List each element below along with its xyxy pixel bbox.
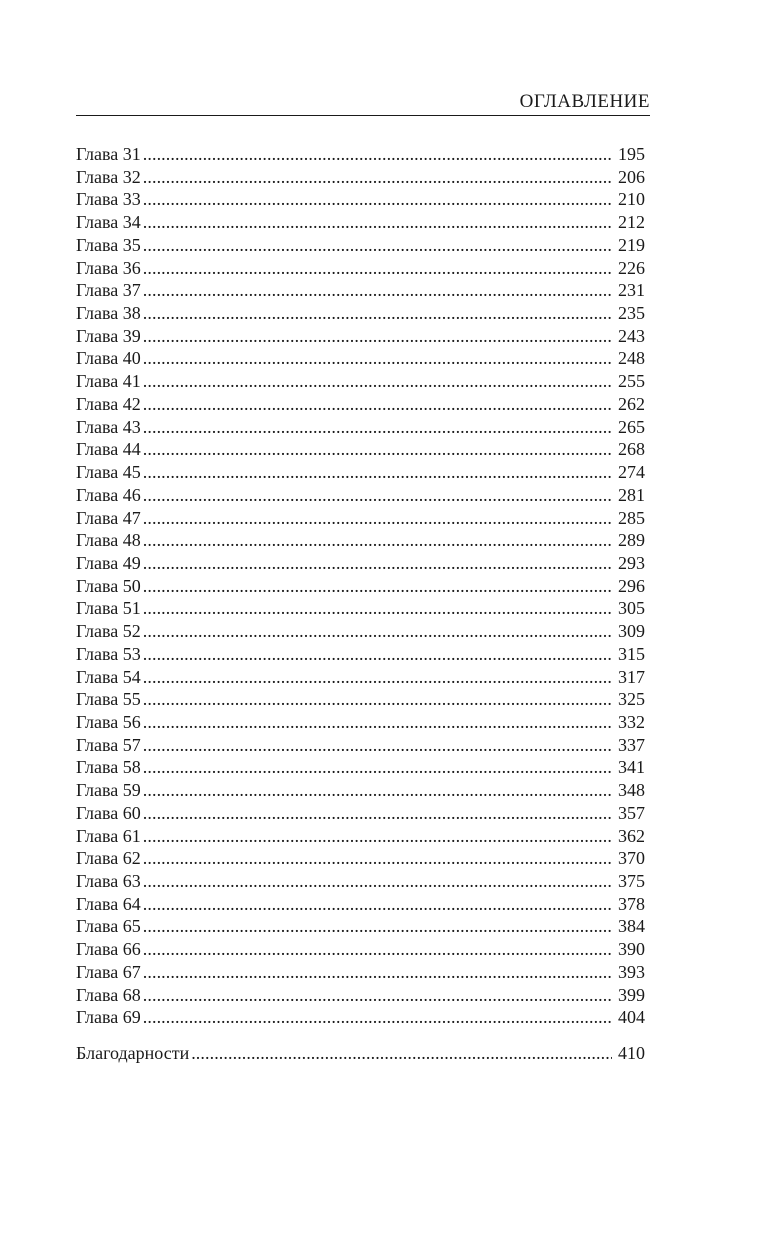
dot-leader (143, 961, 612, 984)
toc-entry-label: Глава 43 (76, 416, 141, 437)
toc-entry-page: 195 (618, 144, 645, 164)
dot-leader (143, 597, 612, 620)
toc-entry[interactable] (76, 438, 645, 461)
toc-entry-page: 357 (618, 802, 645, 823)
toc-entry[interactable] (76, 347, 645, 370)
toc-entry[interactable] (76, 188, 645, 211)
dot-leader (143, 461, 612, 484)
dot-leader (143, 325, 612, 348)
toc-entry-page: 370 (618, 848, 645, 869)
dot-leader (143, 234, 612, 257)
dot-leader (143, 166, 612, 189)
toc-entry-label: Глава 54 (76, 666, 141, 687)
toc-entry[interactable] (76, 529, 645, 552)
table-of-contents (76, 143, 645, 1029)
toc-entry[interactable] (76, 461, 645, 484)
toc-entry-label: Глава 46 (76, 484, 141, 505)
toc-entry[interactable] (76, 597, 645, 620)
toc-entry-label: Глава 55 (76, 689, 141, 710)
toc-entry-label: Глава 63 (76, 871, 141, 891)
toc-entry-label: Глава 65 (76, 916, 141, 937)
dot-leader (143, 143, 612, 166)
toc-entry[interactable] (76, 279, 645, 302)
toc-entry-page: 235 (618, 303, 645, 324)
toc-entry-label: Глава 62 (76, 848, 141, 869)
toc-entry[interactable] (76, 393, 645, 416)
toc-entry-page: 410 (618, 1043, 645, 1063)
toc-entry-label: Глава 53 (76, 643, 141, 664)
toc-entry[interactable] (76, 938, 645, 961)
toc-entry-page: 248 (618, 348, 645, 369)
dot-leader (143, 211, 612, 234)
toc-entry[interactable] (76, 870, 645, 893)
toc-entry[interactable] (76, 893, 645, 916)
dot-leader (143, 416, 612, 439)
toc-entry[interactable] (76, 211, 645, 234)
dot-leader (143, 779, 612, 802)
running-head: ОГЛАВЛЕНИЕ (519, 91, 650, 112)
toc-entry[interactable] (76, 325, 645, 348)
toc-entry-page: 231 (618, 280, 645, 301)
toc-entry[interactable] (76, 1006, 645, 1029)
toc-entry-label: Глава 34 (76, 212, 141, 233)
toc-entry[interactable] (76, 825, 645, 848)
toc-entry-page: 274 (618, 462, 645, 483)
toc-entry-label: Глава 57 (76, 734, 141, 755)
toc-entry[interactable] (76, 734, 645, 757)
toc-entry-page: 341 (618, 757, 645, 778)
toc-entry-page: 212 (618, 212, 645, 233)
toc-entry-label: Глава 40 (76, 348, 141, 369)
toc-entry[interactable] (76, 643, 645, 666)
toc-entry-label: Глава 35 (76, 234, 141, 255)
dot-leader (143, 279, 612, 302)
toc-entry-page: 289 (618, 530, 645, 551)
toc-entry-page: 362 (618, 825, 645, 846)
toc-entry-label: Глава 42 (76, 393, 141, 414)
dot-leader (143, 302, 612, 325)
toc-entry-page: 255 (618, 371, 645, 392)
toc-entry-label: Глава 59 (76, 780, 141, 801)
toc-entry-label: Глава 56 (76, 711, 141, 732)
toc-entry-label: Глава 51 (76, 598, 141, 619)
dot-leader (143, 438, 612, 461)
toc-entry-page: 243 (618, 325, 645, 346)
toc-entry[interactable] (76, 915, 645, 938)
toc-entry-label: Глава 33 (76, 189, 141, 210)
dot-leader (143, 711, 612, 734)
toc-entry-page: 325 (618, 689, 645, 710)
header-rule (76, 115, 650, 116)
toc-entry[interactable] (76, 416, 645, 439)
toc-entry[interactable] (76, 484, 645, 507)
toc-entry-page: 399 (618, 984, 645, 1005)
toc-entry[interactable] (76, 779, 645, 802)
toc-entry-label: Глава 68 (76, 984, 141, 1005)
toc-entry-page: 315 (618, 643, 645, 664)
toc-entry[interactable] (76, 756, 645, 779)
toc-entry-label: Глава 50 (76, 575, 141, 596)
toc-entry-page: 375 (618, 871, 645, 891)
toc-entry-label: Глава 45 (76, 462, 141, 483)
dot-leader (143, 529, 612, 552)
toc-entry[interactable] (76, 370, 645, 393)
toc-entry-page: 219 (618, 234, 645, 255)
acknowledgements-section (76, 1042, 645, 1065)
toc-entry-label: Глава 67 (76, 961, 141, 982)
toc-entry-page: 309 (618, 621, 645, 642)
toc-entry-page: 348 (618, 780, 645, 801)
toc-entry[interactable] (76, 802, 645, 825)
toc-entry[interactable] (76, 984, 645, 1007)
toc-entry[interactable] (76, 143, 645, 166)
dot-leader (143, 734, 612, 757)
dot-leader (143, 825, 612, 848)
toc-entry-page: 206 (618, 166, 645, 187)
dot-leader (143, 507, 612, 530)
toc-entry-page: 384 (618, 916, 645, 937)
toc-entry-page: 296 (618, 575, 645, 596)
dot-leader (143, 870, 612, 893)
toc-entry[interactable] (76, 575, 645, 598)
toc-entry-page: 265 (618, 416, 645, 437)
toc-entry-label: Глава 52 (76, 621, 141, 642)
toc-entry-label: Глава 38 (76, 303, 141, 324)
toc-entry-label: Глава 48 (76, 530, 141, 551)
dot-leader (143, 552, 612, 575)
dot-leader (143, 688, 612, 711)
toc-entry-label: Глава 58 (76, 757, 141, 778)
toc-entry-label: Глава 36 (76, 257, 141, 278)
toc-entry-page: 226 (618, 257, 645, 278)
toc-entry-page: 262 (618, 393, 645, 414)
toc-entry-label: Глава 31 (76, 144, 141, 164)
toc-entry-page: 378 (618, 893, 645, 914)
toc-entry-label: Глава 37 (76, 280, 141, 301)
toc-entry[interactable] (76, 666, 645, 689)
toc-entry[interactable] (76, 961, 645, 984)
toc-entry-page: 404 (618, 1007, 645, 1028)
dot-leader (143, 347, 612, 370)
dot-leader (143, 575, 612, 598)
toc-entry-acknowledgements[interactable] (76, 1042, 645, 1065)
toc-entry[interactable] (76, 620, 645, 643)
toc-entry-page: 332 (618, 711, 645, 732)
toc-entry[interactable] (76, 711, 645, 734)
toc-entry-label: Глава 47 (76, 507, 141, 528)
toc-entry-page: 305 (618, 598, 645, 619)
dot-leader (143, 188, 612, 211)
dot-leader (143, 756, 612, 779)
dot-leader (143, 620, 612, 643)
toc-entry-page: 317 (618, 666, 645, 687)
dot-leader (143, 847, 612, 870)
dot-leader (143, 915, 612, 938)
dot-leader (143, 484, 612, 507)
toc-entry-label: Глава 41 (76, 371, 141, 392)
toc-entry-page: 268 (618, 439, 645, 460)
toc-entry-page: 293 (618, 552, 645, 573)
dot-leader (143, 802, 612, 825)
dot-leader (143, 393, 612, 416)
toc-entry[interactable] (76, 166, 645, 189)
dot-leader (143, 984, 612, 1007)
toc-entry-page: 390 (618, 939, 645, 960)
toc-entry-label: Глава 32 (76, 166, 141, 187)
toc-entry-label: Глава 49 (76, 552, 141, 573)
dot-leader (143, 370, 612, 393)
dot-leader (143, 893, 612, 916)
toc-entry-page: 285 (618, 507, 645, 528)
dot-leader (143, 666, 612, 689)
dot-leader (143, 1006, 612, 1029)
dot-leader (143, 257, 612, 280)
toc-entry-label: Глава 66 (76, 939, 141, 960)
dot-leader (191, 1042, 612, 1065)
toc-entry-page: 393 (618, 961, 645, 982)
toc-entry-label: Глава 60 (76, 802, 141, 823)
dot-leader (143, 643, 612, 666)
toc-entry[interactable] (76, 552, 645, 575)
toc-entry[interactable] (76, 847, 645, 870)
toc-entry[interactable] (76, 234, 645, 257)
toc-entry-label: Глава 44 (76, 439, 141, 460)
toc-entry[interactable] (76, 302, 645, 325)
toc-entry-label: Глава 39 (76, 325, 141, 346)
toc-entry-page: 210 (618, 189, 645, 210)
toc-entry-label: Глава 61 (76, 825, 141, 846)
toc-entry-page: 337 (618, 734, 645, 755)
toc-entry-label: Глава 69 (76, 1007, 141, 1028)
toc-entry-label: Глава 64 (76, 893, 141, 914)
toc-entry[interactable] (76, 507, 645, 530)
toc-entry[interactable] (76, 257, 645, 280)
toc-entry[interactable] (76, 688, 645, 711)
toc-entry-page: 281 (618, 484, 645, 505)
toc-entry-label: Благодарности (76, 1043, 190, 1063)
dot-leader (143, 938, 612, 961)
